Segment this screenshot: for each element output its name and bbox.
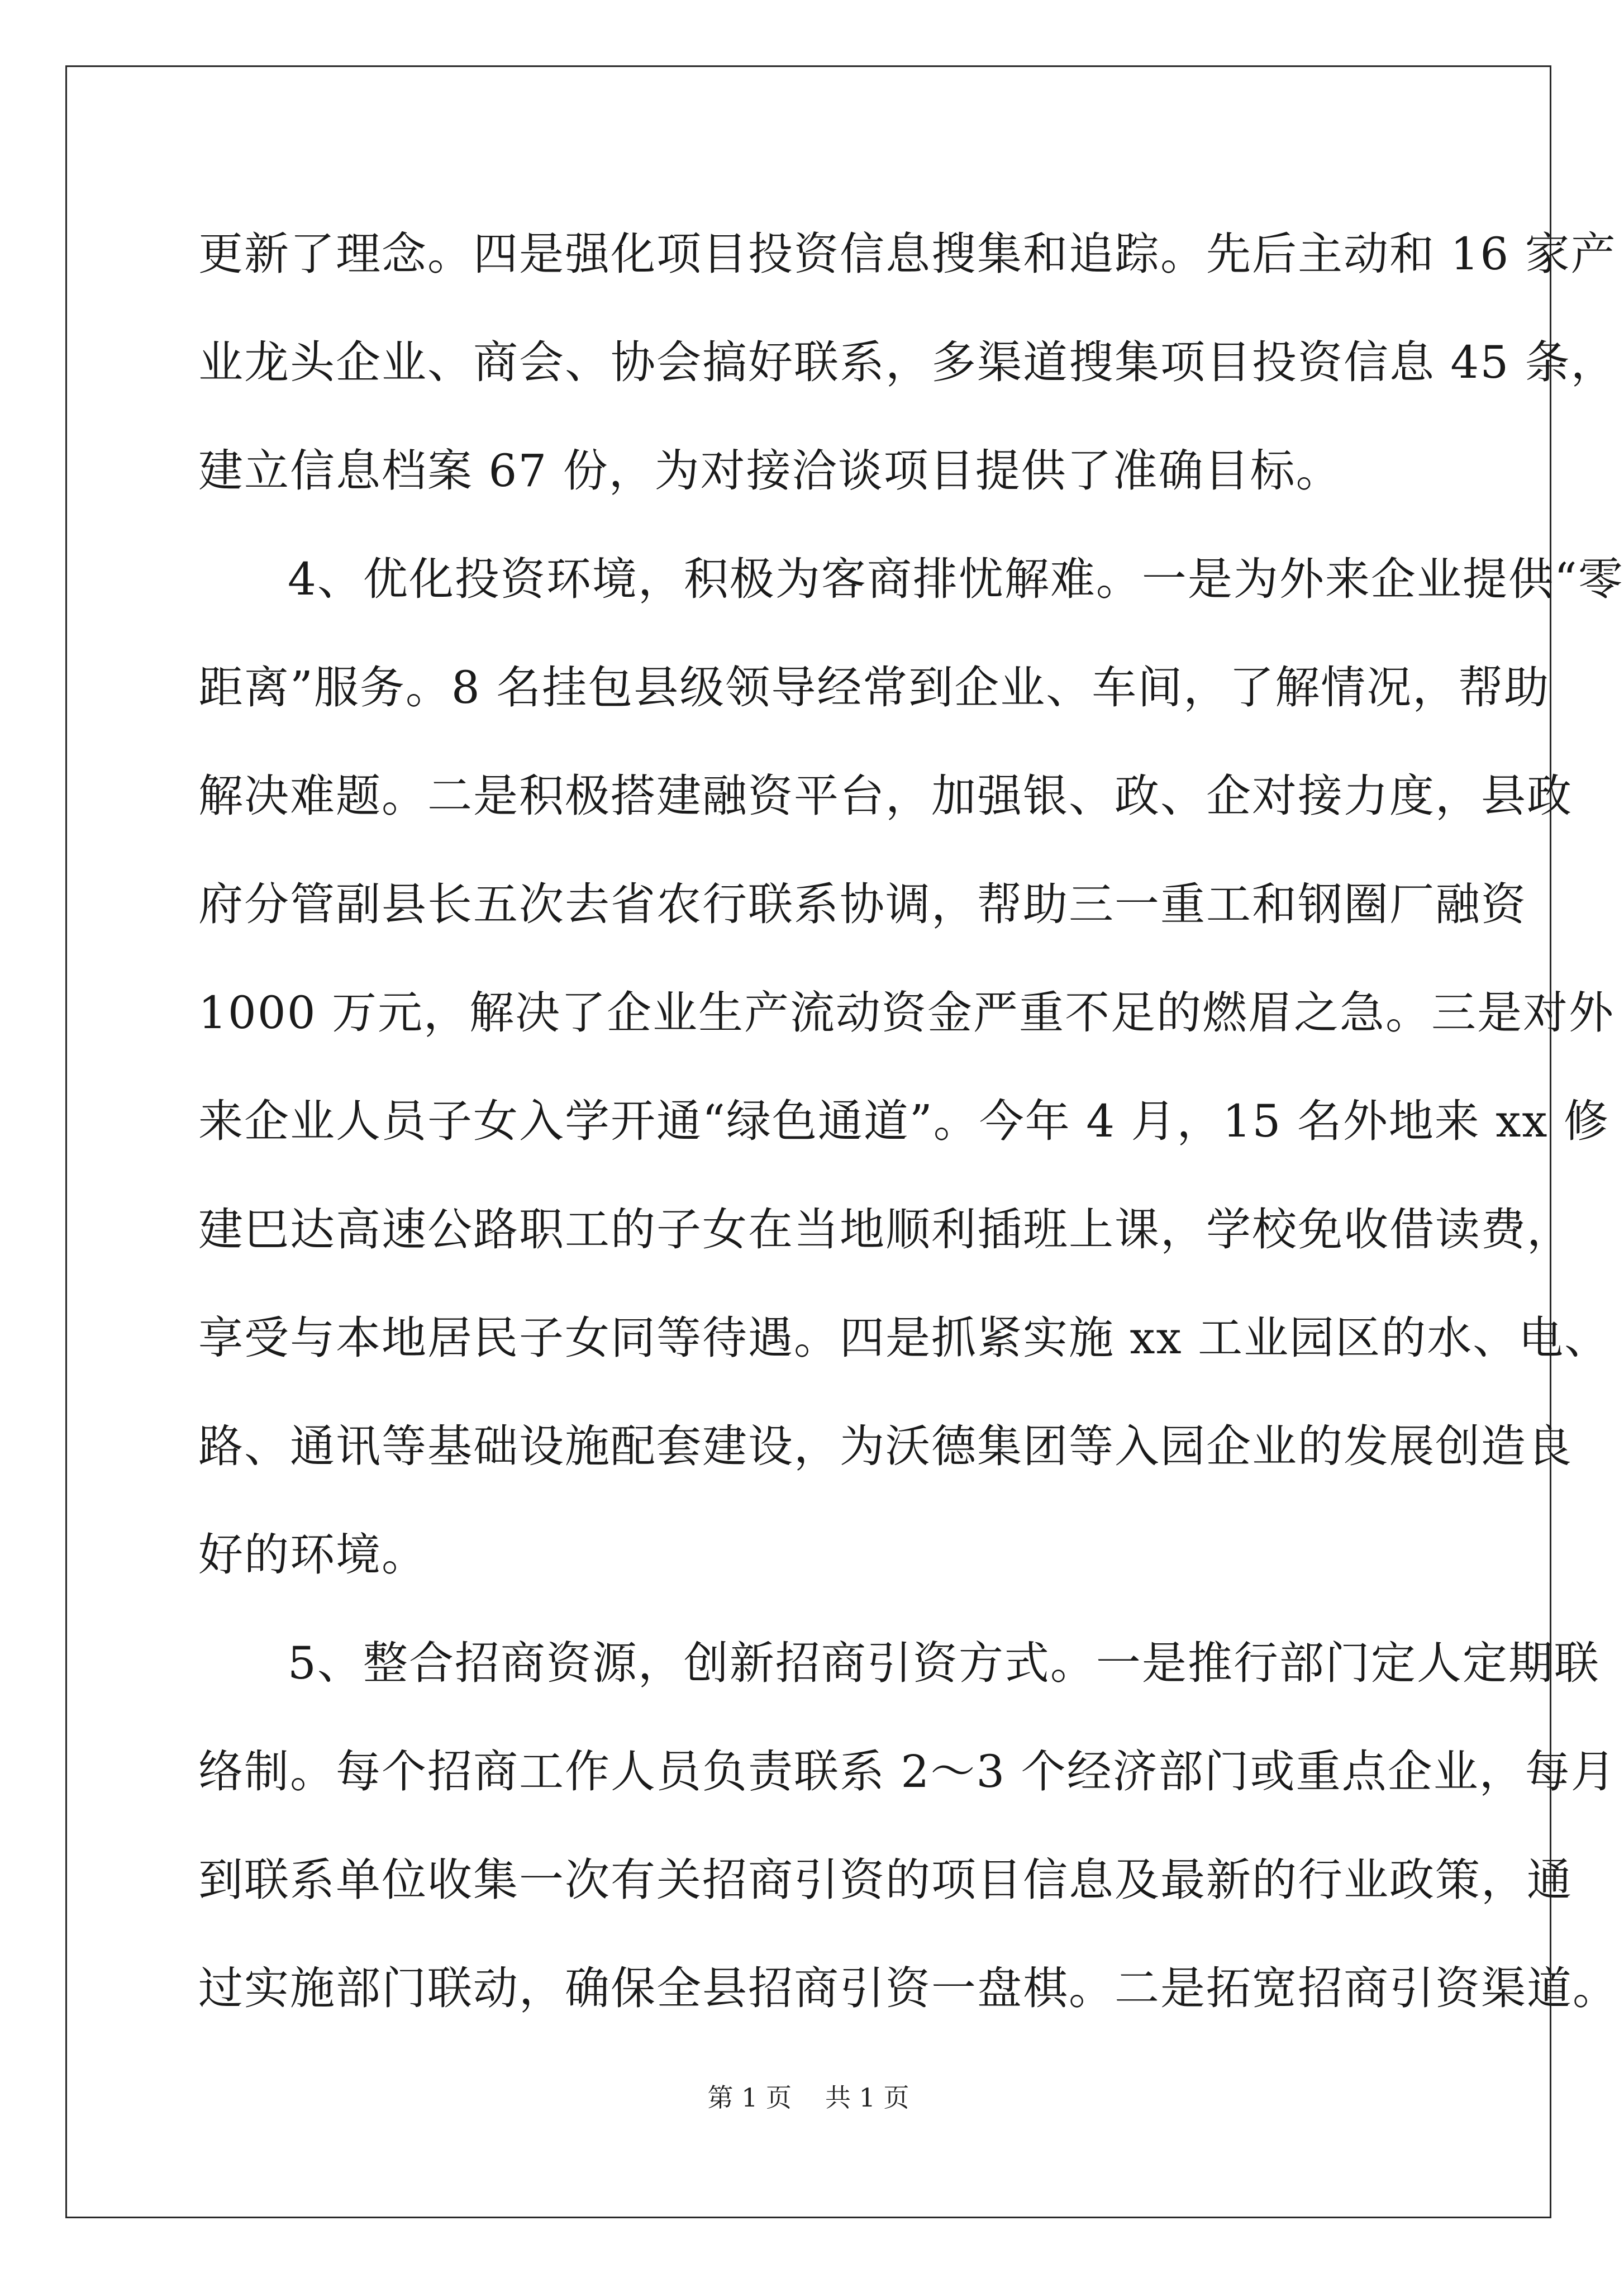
text-line: 到联系单位收集一次有关招商引资的项目信息及最新的行业政策，通	[198, 1854, 1573, 1906]
text-line: 过实施部门联动，确保全县招商引资一盘棋。二是拓宽招商引资渠道。	[198, 1962, 1618, 2014]
text-line: 5、整合招商资源，创新招商引资方式。一是推行部门定人定期联	[288, 1637, 1600, 1689]
page-footer	[0, 2081, 1617, 2114]
text-line: 业龙头企业、商会、协会搞好联系，多渠道搜集项目投资信息 45 条，	[198, 336, 1617, 388]
text-line: 府分管副县长五次去省农行联系协调，帮助三一重工和钢圈厂融资	[198, 878, 1527, 930]
text-line: 享受与本地居民子女同等待遇。四是抓紧实施 xx 工业园区的水、电、	[198, 1312, 1611, 1364]
document-body	[198, 200, 1624, 2043]
text-line: 解决难题。二是积极搭建融资平台，加强银、政、企对接力度，县政	[198, 770, 1573, 822]
text-line: 建巴达高速公路职工的子女在当地顺利插班上课，学校免收借读费，	[198, 1204, 1573, 1256]
text-line: 1000 万元，解决了企业生产流动资金严重不足的燃眉之急。三是对外	[198, 987, 1615, 1039]
page-total: 共 1 页	[825, 2082, 909, 2113]
text-line: 建立信息档案 67 份，为对接洽谈项目提供了准确目标。	[198, 445, 1342, 497]
text-line: 距离”服务。8 名挂包县级领导经常到企业、车间，了解情况，帮助	[198, 662, 1550, 714]
text-line: 路、通讯等基础设施配套建设，为沃德集团等入园企业的发展创造良	[198, 1420, 1573, 1472]
text-line: 更新了理念。四是强化项目投资信息搜集和追踪。先后主动和 16 家产	[198, 228, 1617, 280]
page-number: 第 1 页	[707, 2082, 792, 2113]
text-line: 4、优化投资环境，积极为客商排忧解难。一是为外来企业提供“零	[288, 553, 1624, 605]
text-line: 络制。每个招商工作人员负责联系 2～3 个经济部门或重点企业，每月	[198, 1746, 1617, 1798]
text-line: 好的环境。	[198, 1529, 427, 1581]
text-line: 来企业人员子女入学开通“绿色通道”。今年 4 月，15 名外地来 xx 修	[198, 1095, 1609, 1147]
